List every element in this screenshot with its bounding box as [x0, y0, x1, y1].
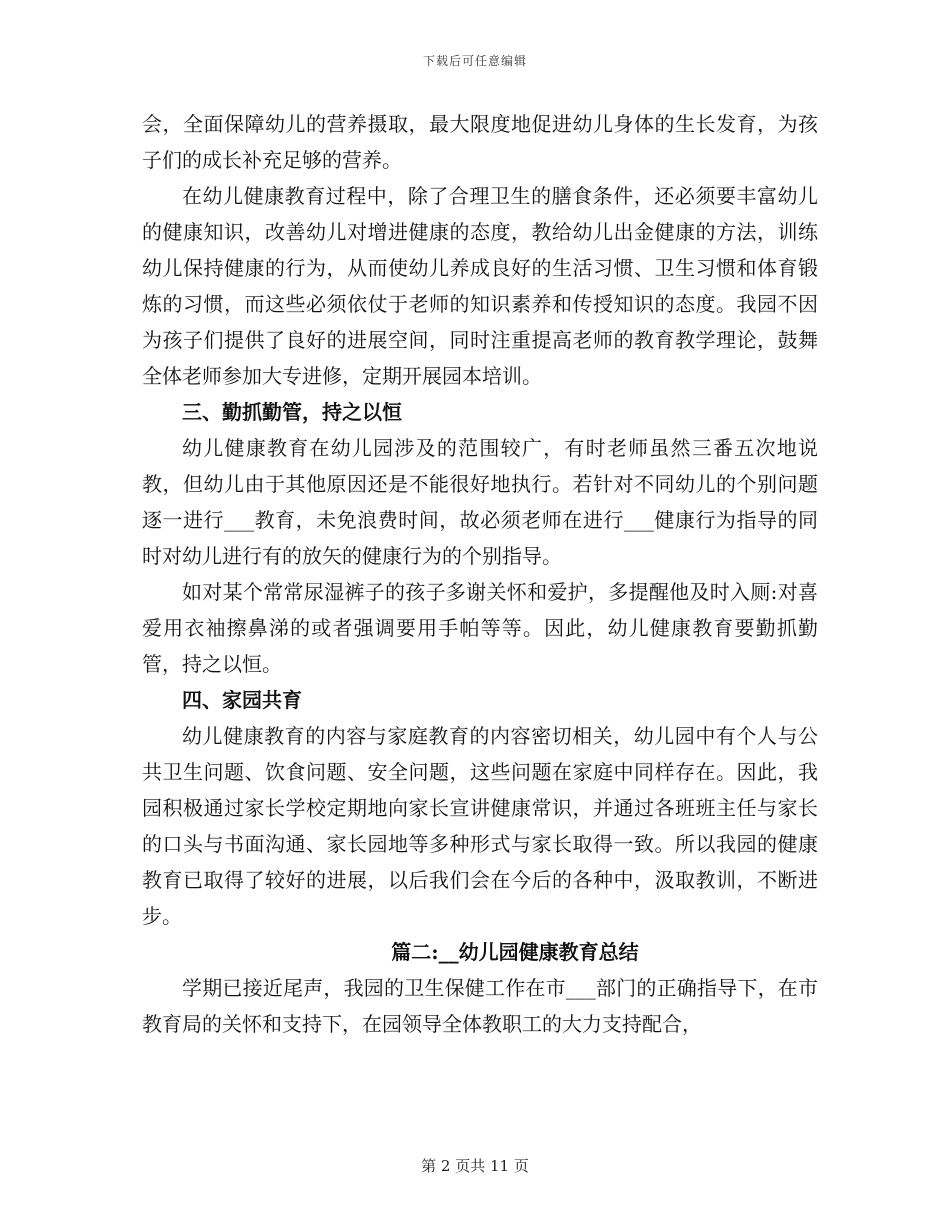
paragraph: 如对某个常常尿湿裤子的孩子多谢关怀和爱护，多提醒他及时入厕:对喜爱用衣袖擦鼻涕的或者强调要用手帕等等。因此，幼儿健康教育要勤抓勤管，持之以恒。: [142, 580, 818, 676]
paragraph: 会，全面保障幼儿的营养摄取，最大限度地促进幼儿身体的生长发育，为孩子们的成长补充足够的营养。: [142, 112, 818, 172]
paragraph: 幼儿健康教育的内容与家庭教育的内容密切相关，幼儿园中有个人与公共卫生问题、饮食问题、安全问题，这些问题在家庭中同样存在。因此，我园积极通过家长学校定期地向家长宣讲健康常识，并通过各班班主任与家长的口头与书面沟通、家长园地等多种形式与家长取得一致。所以我园的健康教育已取得了较好的进展，以后我们会在今后的各种中，汲取教训，不断进步。: [142, 724, 818, 928]
article-subtitle: 篇二:__幼儿园健康教育总结: [391, 940, 639, 964]
section-heading: 三、勤抓勤管，持之以恒: [182, 400, 402, 424]
page-number-footer: 第 2 页共 11 页: [421, 1157, 529, 1175]
section-heading: 四、家园共育: [182, 688, 302, 712]
paragraph: 在幼儿健康教育过程中，除了合理卫生的膳食条件，还必须要丰富幼儿的健康知识，改善幼儿对增进健康的态度，教给幼儿出金健康的方法，训练幼儿保持健康的行为，从而使幼儿养成良好的生活习惯、卫生习惯和体育锻炼的习惯，而这些必须依仗于老师的知识素养和传授知识的态度。我园不因为孩子们提供了良好的进展空间，同时注重提高老师的教育教学理论，鼓舞全体老师参加大专进修，定期开展园本培训。: [142, 184, 818, 388]
page-header: 下载后可任意编辑: [422, 54, 527, 68]
paragraph: 幼儿健康教育在幼儿园涉及的范围较广，有时老师虽然三番五次地说教，但幼儿由于其他原因还是不能很好地执行。若针对不同幼儿的个别问题逐一进行___教育，未免浪费时间，故必须老师在进行___健康行为指导的同时对幼儿进行有的放矢的健康行为的个别指导。: [142, 436, 818, 568]
document-body: [142, 106, 818, 1042]
paragraph: 学期已接近尾声，我园的卫生保健工作在市___部门的正确指导下，在市教育局的关怀和支持下，在园领导全体教职工的大力支持配合，: [142, 976, 818, 1036]
